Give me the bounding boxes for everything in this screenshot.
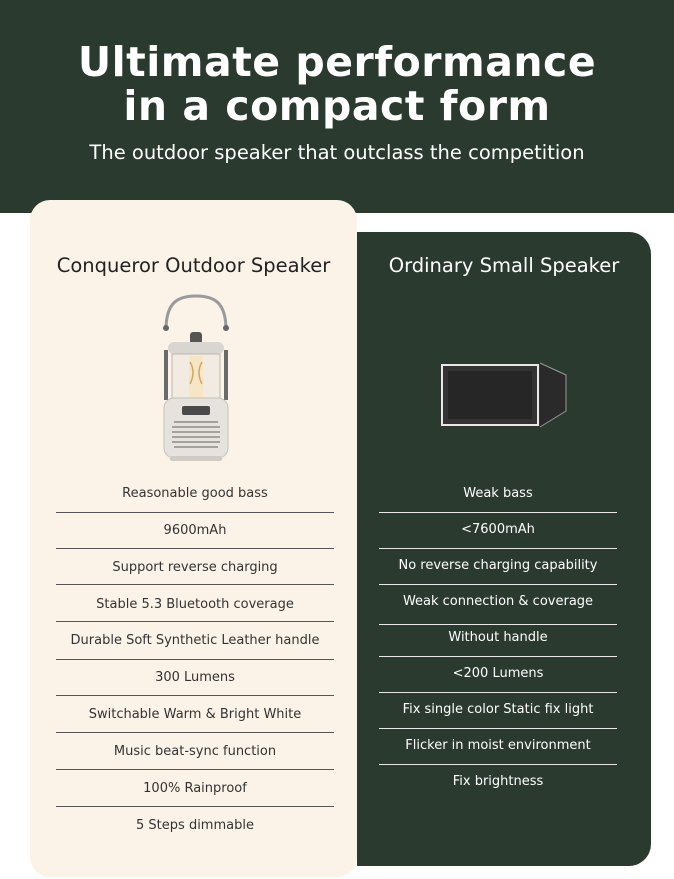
ordinary-feature-9: Fix brightness: [452, 774, 544, 789]
ordinary-divider: [379, 764, 617, 765]
conqueror-feature-9: 100% Rainproof: [143, 781, 247, 796]
ordinary-divider: [379, 692, 617, 693]
ordinary-card: [357, 232, 651, 866]
ordinary-feature-4: Weak connection & coverage: [402, 594, 594, 609]
headline-subtitle: The outdoor speaker that outclass the competition: [89, 141, 585, 164]
conqueror-divider: [56, 769, 334, 770]
conqueror-feature-10: 5 Steps dimmable: [136, 818, 254, 833]
conqueror-feature-1: Reasonable good bass: [122, 486, 268, 501]
conqueror-divider: [56, 621, 334, 622]
conqueror-feature-8: Music beat-sync function: [113, 744, 277, 759]
ordinary-feature-3: No reverse charging capability: [398, 558, 598, 573]
box-speaker-image: [436, 355, 570, 431]
conqueror-divider: [56, 695, 334, 696]
ordinary-feature-2: <7600mAh: [461, 522, 535, 537]
conqueror-divider: [56, 584, 334, 585]
ordinary-feature-1: Weak bass: [463, 486, 533, 501]
conqueror-feature-6: 300 Lumens: [155, 670, 235, 685]
ordinary-divider: [379, 512, 617, 513]
conqueror-divider: [56, 548, 334, 549]
conqueror-feature-3: Support reverse charging: [112, 560, 278, 575]
ordinary-feature-5: Without handle: [448, 630, 548, 645]
conqueror-feature-5: Durable Soft Synthetic Leather handle: [70, 633, 320, 648]
lantern-speaker-image: [156, 292, 236, 464]
conqueror-divider: [56, 512, 334, 513]
ordinary-divider: [379, 584, 617, 585]
conqueror-feature-7: Switchable Warm & Bright White: [88, 707, 302, 722]
ordinary-feature-7: Fix single color Static fix light: [402, 702, 594, 717]
conqueror-feature-2: 9600mAh: [163, 523, 227, 538]
conqueror-divider: [56, 806, 334, 807]
ordinary-title: Ordinary Small Speaker: [388, 254, 620, 277]
ordinary-feature-8: Flicker in moist environment: [405, 738, 591, 753]
conqueror-feature-4: Stable 5.3 Bluetooth coverage: [96, 597, 294, 612]
ordinary-divider: [379, 656, 617, 657]
headline-line-1: Ultimate performance: [77, 38, 597, 86]
conqueror-divider: [56, 659, 334, 660]
ordinary-feature-6: <200 Lumens: [452, 666, 544, 681]
conqueror-title: Conqueror Outdoor Speaker: [56, 254, 331, 277]
ordinary-divider: [379, 548, 617, 549]
headline-line-2: in a compact form: [123, 82, 551, 130]
ordinary-divider: [379, 728, 617, 729]
conqueror-divider: [56, 732, 334, 733]
ordinary-divider: [379, 624, 617, 625]
